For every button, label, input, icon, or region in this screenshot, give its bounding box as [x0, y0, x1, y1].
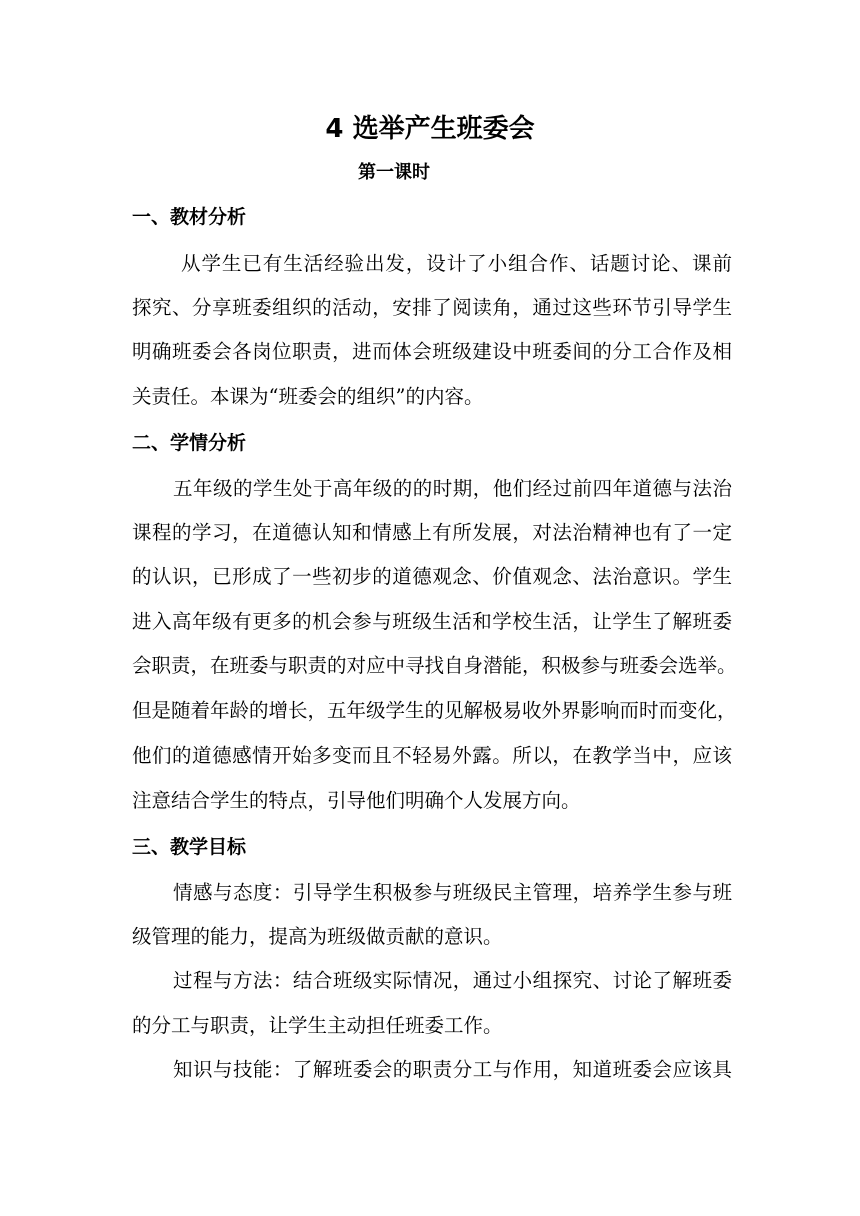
paragraph-line: 从学生已有生活经验出发，设计了小组合作、话题讨论、课前: [181, 252, 732, 275]
paragraph-line: 五年级的学生处于高年级的的时期，他们经过前四年道德与法治: [173, 477, 732, 500]
document-title: 4 选举产生班委会: [325, 114, 535, 144]
section-heading-textbook-analysis: 一、教材分析: [132, 206, 247, 228]
section-heading-student-analysis: 二、学情分析: [132, 432, 247, 454]
paragraph-line: 进入高年级有更多的机会参与班级生活和学校生活，让学生了解班委: [132, 610, 732, 633]
paragraph-line: 过程与方法：结合班级实际情况，通过小组探究、讨论了解班委: [173, 969, 732, 992]
paragraph-line: 课程的学习，在道德认知和情感上有所发展，对法治精神也有了一定: [132, 521, 732, 544]
paragraph-line: 探究、分享班委组织的活动，安排了阅读角，通过这些环节引导学生: [132, 296, 732, 319]
paragraph-line: 的分工与职责，让学生主动担任班委工作。: [132, 1014, 503, 1037]
paragraph-line: 会职责，在班委与职责的对应中寻找自身潜能，积极参与班委会选举。: [132, 654, 737, 677]
paragraph-line: 级管理的能力，提高为班级做贡献的意识。: [132, 925, 503, 948]
paragraph-line: 的认识，已形成了一些初步的道德观念、价值观念、法治意识。学生: [132, 565, 732, 588]
paragraph-line: 知识与技能：了解班委会的职责分工与作用，知道班委会应该具: [173, 1058, 732, 1081]
paragraph-line: 但是随着年龄的增长，五年级学生的见解极易收外界影响而时而变化，: [132, 699, 737, 722]
paragraph-line: 情感与态度：引导学生积极参与班级民主管理，培养学生参与班: [173, 881, 732, 904]
document-subtitle: 第一课时: [358, 162, 430, 183]
paragraph-line: 注意结合学生的特点，引导他们明确个人发展方向。: [132, 789, 581, 812]
paragraph-line: 他们的道德感情开始多变而且不轻易外露。所以，在教学当中，应该: [132, 744, 732, 767]
paragraph-line: 关责任。本课为“班委会的组织”的内容。: [132, 385, 484, 408]
paragraph-line: 明确班委会各岗位职责，进而体会班级建设中班委间的分工合作及相: [132, 340, 732, 363]
section-heading-teaching-goals: 三、教学目标: [132, 836, 247, 858]
